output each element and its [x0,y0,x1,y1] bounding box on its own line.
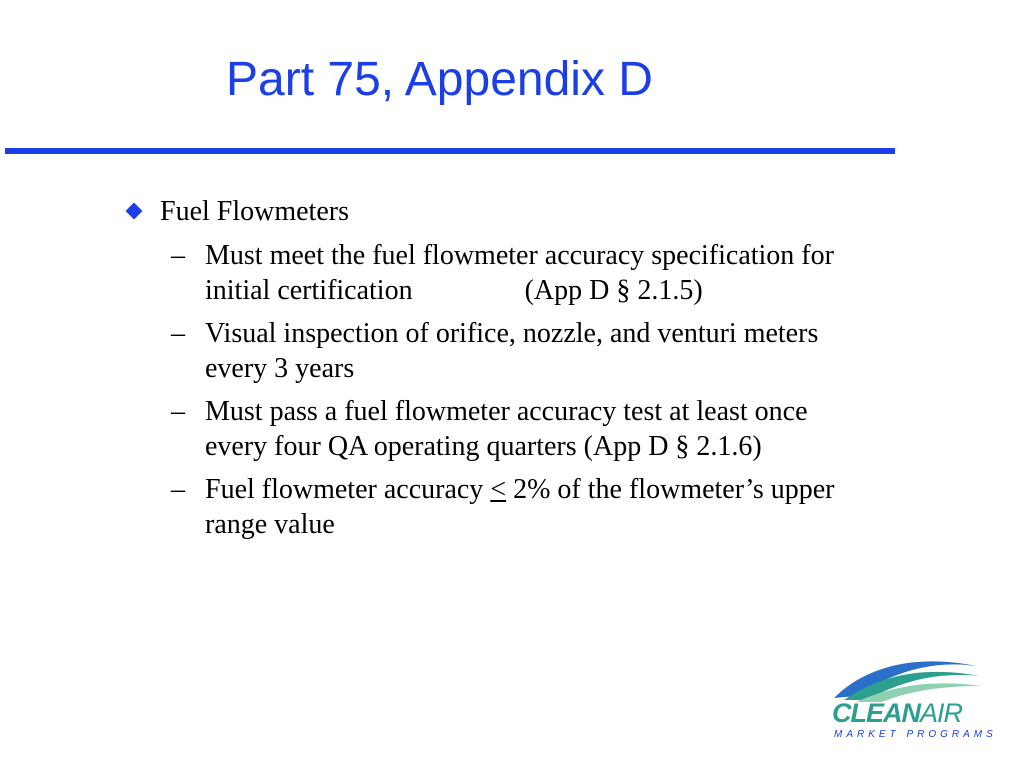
dash-marker: – [171,240,185,271]
title-underline-rule [5,148,895,154]
less-than-or-equal-symbol: < [490,474,507,505]
sub-bullet-item [171,394,994,464]
sub-bullet-line: every four QA operating quarters (App D § 2.1.6) [205,431,762,462]
sub-bullet-text [205,472,985,542]
sub-bullet-item [171,316,994,386]
bullet-item [124,196,994,228]
sub-bullet-text [205,394,985,464]
wave-swoosh-icon [826,652,986,704]
dash-marker: – [171,318,185,349]
logo-word-clean: CLEAN [832,698,920,728]
diamond-bullet-icon [126,203,143,220]
sub-bullet-line: Fuel flowmeter accuracy [205,474,491,505]
sub-bullet-line: initial certification [205,275,413,306]
slide-body [124,196,994,550]
sub-bullet-line: every 3 years [205,353,355,384]
sub-bullet-line: Must meet the fuel flowmeter accuracy specification for [205,240,834,271]
sub-bullet-list [124,238,994,542]
clean-air-markets-logo [826,652,997,744]
dash-marker: – [171,474,185,505]
bullet-label: Fuel Flowmeters [160,196,349,227]
dash-marker: – [171,396,185,427]
sub-bullet-item [171,472,994,542]
reference-text: (App D § 2.1.5) [524,275,703,306]
logo-word-air: AIR [920,698,963,728]
sub-bullet-line: Visual inspection of orifice, nozzle, and venturi meters [205,318,819,349]
logo-wordmark [832,700,962,727]
slide-title: Part 75, Appendix D [226,53,653,106]
logo-tagline: MARKET PROGRAMS [834,729,997,740]
sub-bullet-line: range value [205,509,335,540]
sub-bullet-text [205,238,985,308]
sub-bullet-line: Must pass a fuel flowmeter accuracy test at least once [205,396,808,427]
sub-bullet-line: 2% of the flowmeter’s upper [506,474,835,505]
sub-bullet-item [171,238,994,308]
sub-bullet-text [205,316,985,386]
